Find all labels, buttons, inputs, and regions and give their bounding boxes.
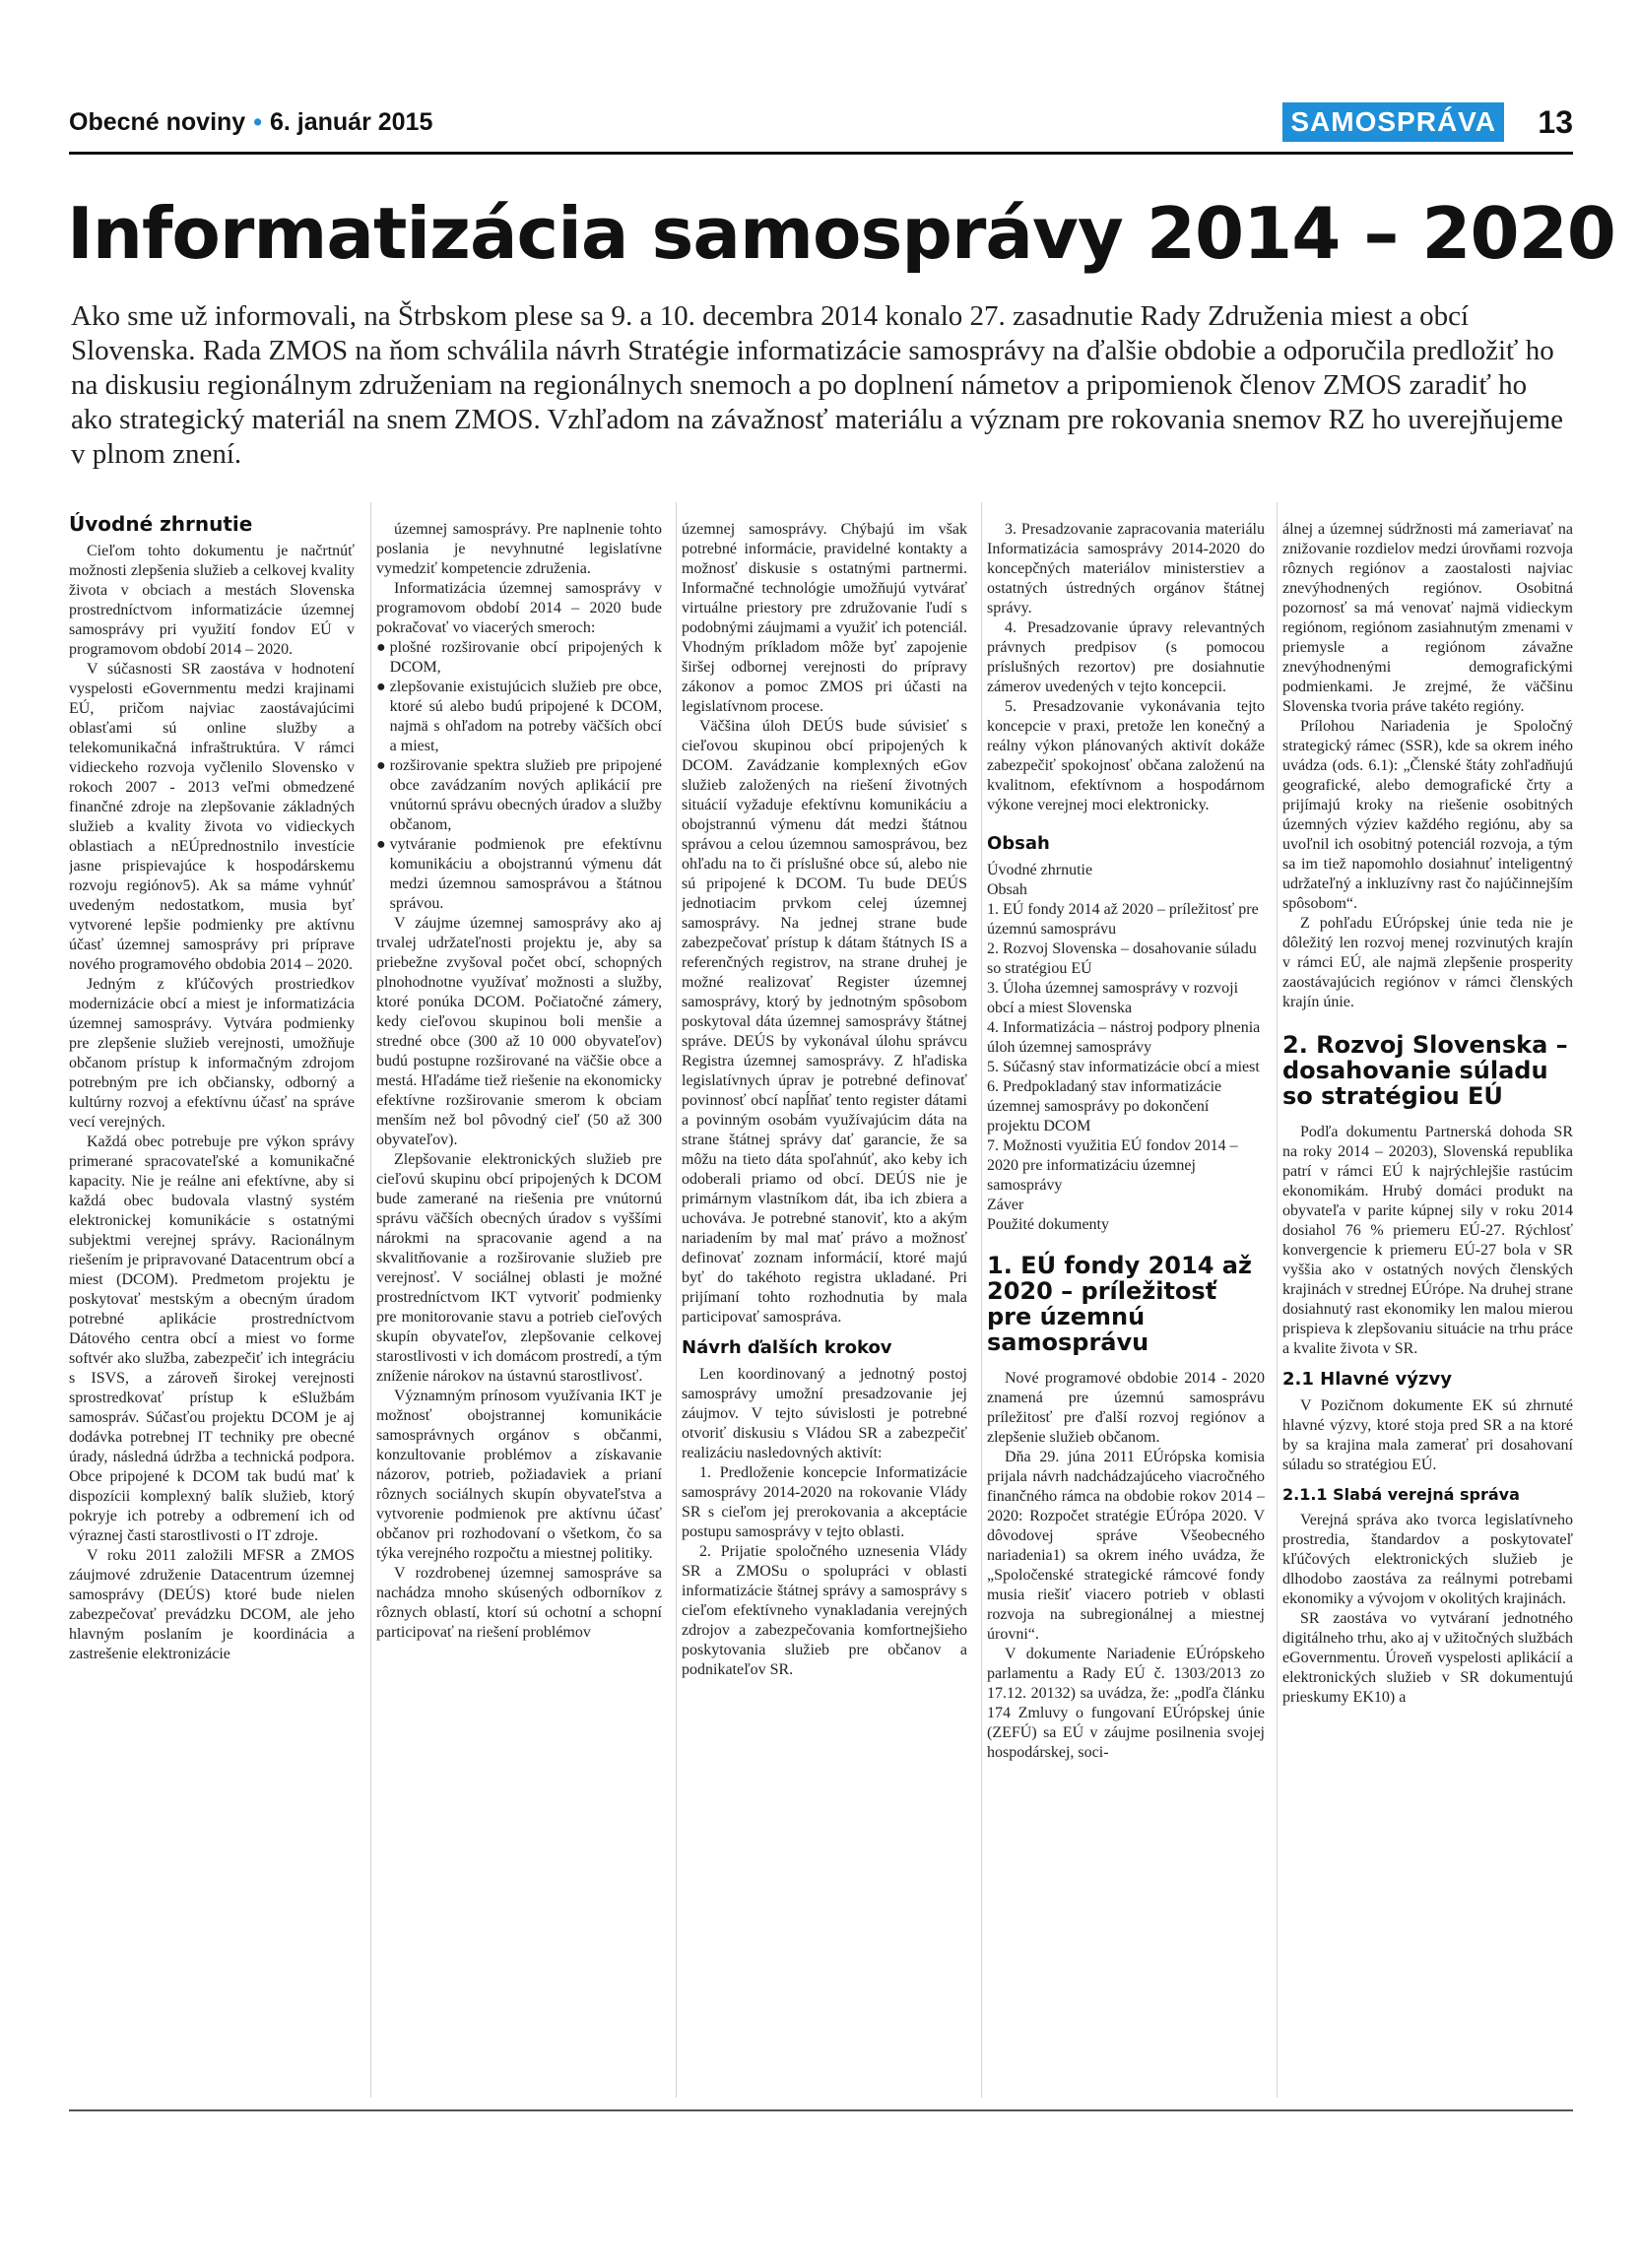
paragraph: územnej samosprávy. Chýbajú im však potrebné informácie, pravidelné kontakty a možnosť diskusie s ostatnými partnermi. Informačné technológie umožňujú vytvárať virtuálne priestory pre združovanie ľudí s podobnými záujmami a využiť ich potenciál. Vhodným príkladom môže byť zapojenie širšej odbornej verejnosti do prípravy zákonov a pomoc ZMOS pri účasti na legislatívnom procese. <box>682 521 967 715</box>
section-heading: Návrh ďalších krokov <box>682 1337 892 1358</box>
toc-item: 2. Rozvoj Slovenska – dosahovanie súladu so stratégiou EÚ <box>987 940 1257 977</box>
masthead-left <box>69 108 432 137</box>
paragraph: V Pozičnom dokumente EK sú zhrnuté hlavné výzvy, ktoré stoja pred SR a na ktoré by sa krajina mala zamerať pri dosahovaní súladu so stratégiou EÚ. <box>1282 1397 1573 1473</box>
subsection-heading: 2.1.1 Slabá verejná správa <box>1282 1485 1520 1504</box>
paragraph: Cieľom tohto dokumentu je načrtnúť možnosti zlepšenia služieb a celkovej kvality života v obciach a mestách Slovenska prostredníctvom informatizácie územnej samosprávy pri využití fondov EÚ v programovom období 2014 – 2020. <box>69 543 355 658</box>
paragraph: Nové programové obdobie 2014 - 2020 znamená pre územnú samosprávu príležitosť pre ďalší rozvoj regiónov a zlepšenie služieb občanom. <box>987 1370 1265 1446</box>
bullet-icon: ● <box>376 757 386 774</box>
paragraph: 1. Predloženie koncepcie Informatizácie samosprávy 2014-2020 na rokovanie Vlády SR s cieľom jej prerokovania a akceptácie postupu samosprávy v tejto oblasti. <box>682 1464 967 1540</box>
masthead <box>69 102 1573 148</box>
column-separator <box>1277 502 1278 2098</box>
paragraph: V dokumente Nariadenie EÚrópskeho parlamentu a Rady EÚ č. 1303/2013 zo 17.12. 20132) sa uvádza, že: „podľa článku 174 Zmluvy o fungovaní EÚrópskej únie (ZEFÚ) sa EÚ v záujme posilnenia svojej hospodárskej, soci- <box>987 1646 1265 1761</box>
toc-item: Obsah <box>987 881 1027 898</box>
section-label: SAMOSPRÁVA <box>1282 102 1504 142</box>
article-title: Informatizácia samosprávy 2014 – 2020 <box>67 192 1615 275</box>
paragraph: 4. Presadzovanie úpravy relevantných právnych predpisov (s pomocou príslušných rezortov) pre dosiahnutie zámerov uvedených v tejto koncepcii. <box>987 619 1265 695</box>
section-heading: 1. EÚ fondy 2014 až 2020 – príležitosť pre územnú samosprávu <box>987 1252 1252 1356</box>
toc-item: 1. EÚ fondy 2014 až 2020 – príležitosť pre územnú samosprávu <box>987 901 1259 938</box>
bullet-item: ● vytváranie podmienok pre efektívnu komunikáciu a obojstrannú výmenu dát medzi územnou samosprávou a štátnou správou. <box>376 836 662 912</box>
page-number: 13 <box>1538 104 1573 140</box>
paragraph: V záujme územnej samosprávy ako aj trvalej udržateľnosti projektu je, aby sa priebežne zvyšoval počet obcí, schopných plnohodnotne využívať možnosti a služby, ktoré ponúka DCOM. Počiatočné zámery, kedy cieľovou skupinou boli menšie a stredné obce (300 až 10 000 obyvateľov) budú postupne rozširované na väčšie obce a mestá. Hľadáme tiež riešenie na ekonomicky efektívne rozširovanie smerom k obciam menším než bol pôvodný cieľ (50 až 300 obyvateľov). <box>376 915 662 1148</box>
toc-heading: Obsah <box>987 833 1050 854</box>
toc-item: Použité dokumenty <box>987 1216 1109 1233</box>
paragraph: Každá obec potrebuje pre výkon správy primerané spracovateľské a komunikačné kapacity. Nie je reálne ani efektívne, aby si každá obec budovala vlastný systém elektronickej komunikácie s ostatnými subjektmi verejnej správy. Racionálnym riešením je pripravované Datacentrum obcí a miest (DCOM). Predmetom projektu je poskytovať mestským a obecným úradom potrebné aplikácie prostredníctvom Dátového centra obcí a miest vo forme softvér ako služba, zabezpečiť ich integráciu s ISVS, a zároveň širokej verejnosti sprostredkovať prístup k eSlužbám samospráv. Súčasťou projektu DCOM je aj dodávka potrebnej IT techniky pre obecné úrady, následná údržba a technická podpora. Obce pripojené k DCOM tak budú mať k dispozícii komplexný balík služieb, ktorý pokryje ich potreby a odbremení ich od výraznej časti starostlivosti o IT zdroje. <box>69 1134 355 1544</box>
toc-item: 5. Súčasný stav informatizácie obcí a miest <box>987 1059 1260 1075</box>
column-2 <box>376 520 662 2096</box>
column-separator <box>676 502 677 2098</box>
column-5 <box>1282 520 1573 2096</box>
paragraph: Dňa 29. júna 2011 EÚrópska komisia prijala návrh nadchádzajúceho viacročného finančného rámca na obdobie rokov 2014 – 2020: Rozpočet stratégie EÚrópa 2020. V dôvodovej správe Všeobecného nariadenia1) sa okrem iného uvádza, že „Spoločenské strategické rámcové fondy musia riešiť viacero potrieb v oblasti rozvoja na subregionálnej a miestnej úrovni“. <box>987 1449 1265 1643</box>
bullet-item: ● zlepšovanie existujúcich služieb pre obce, ktoré sú alebo budú pripojené k DCOM, najmä s ohľadom na potreby väčších obcí a miest, <box>376 679 662 754</box>
bullet-icon: ● <box>376 679 386 695</box>
paragraph: álnej a územnej súdržnosti má zameriavať na znižovanie rozdielov medzi úrovňami rozvoja rôznych regiónov a zaostalosti najviac znevýhodnených regiónov. Osobitná pozornosť sa má venovať najmä vidieckym regiónom, regiónom zasiahnutým zmenami v priemysle a regiónom závažne znevýhodnenými demografickými podmienkami. Je zrejmé, že väčšinu Slovenska tvoria práve takéto regióny. <box>1282 521 1573 715</box>
paper-name: Obecné noviny <box>69 108 246 136</box>
paragraph: V roku 2011 založili MFSR a ZMOS záujmové združenie Datacentrum územnej samosprávy (DEÚS) ktoré bude nielen zabezpečovať prevádzku DCOM, ale jeho hlavným poslaním je koordinácia a zastrešenie elektronizácie <box>69 1547 355 1662</box>
paragraph: územnej samosprávy. Pre naplnenie tohto poslania je nevyhnutné legislatívne vymedziť kompetencie združenia. <box>376 521 662 577</box>
paragraph: SR zaostáva vo vytváraní jednotného digitálneho trhu, ako aj v užitočných službách eGovernmentu. Úroveň vyspelosti aplikácií a elektronických služieb v SR dokumentujú prieskumy EK10) a <box>1282 1610 1573 1706</box>
issue-date: 6. január 2015 <box>269 108 433 136</box>
table-of-contents <box>987 861 1265 1235</box>
bullet-icon: ● <box>376 836 386 853</box>
toc-item: 4. Informatizácia – nástroj podpory plnenia úloh územnej samosprávy <box>987 1019 1261 1056</box>
paragraph: 5. Presadzovanie vykonávania tejto koncepcie v praxi, pretože len konečný a reálny výkon plánovaných aktivít dokáže zabezpečiť spokojnosť občana založenú na kvalitnom, efektívnom a hospodárnom výkone verejnej moci elektronicky. <box>987 698 1265 813</box>
paragraph: Podľa dokumentu Partnerská dohoda SR na roky 2014 – 20203), Slovenská republika patrí v rámci EÚ k najrýchlejšie rastúcim ekonomikám. Hrubý domáci produkt na obyvateľa v parite kúpnej sily v roku 2014 dosiahol 76 % priemeru EÚ-27. Rýchlosť konvergencie k priemeru EÚ-27 bola v SR vyššia ako v ostatných nových členských krajinách v strednej EÚrópe. Na druhej strane dosiahnutý rast ekonomiky len malou mierou prispieva k zlepšovaniu situácie na trhu práce a kvalite života v SR. <box>1282 1124 1573 1357</box>
paragraph: Jedným z kľúčových prostriedkov modernizácie obcí a miest je informatizácia územnej samosprávy. Vytvára podmienky pre zlepšenie služieb verejnosti, umožňuje občanom prístup k informačným zdrojom potrebným pre ich občiansky, odborný a kultúrny rozvoj a efektívnu účasť na správe vecí verejných. <box>69 976 355 1131</box>
article-lead: Ako sme už informovali, na Štrbskom plese sa 9. a 10. decembra 2014 konalo 27. zasadnutie Rady Združenia miest a obcí Slovenska. Rada ZMOS na ňom schválila návrh Stratégie informatizácie samosprávy na ďalšie obdobie a odporučila predložiť ho na diskusiu regionálnym združeniam na regionálnych snemoch a po doplnení námetov a pripomienok členov ZMOS zaradiť ho ako strategický materiál na snem ZMOS. Vzhľadom na závažnosť materiálu a význam pre rokovania snemov RZ ho uverejňujeme v plnom znení. <box>71 300 1564 470</box>
paragraph: Významným prínosom využívania IKT je možnosť obojstrannej komunikácie samosprávnych orgánov s občanmi, konzultovanie problémov a získavanie názorov, potrieb, požiadaviek a prianí rôznych sociálnych skupín obyvateľstva a vytvorenie podmienok pre aktívnu účasť občanov pri rozhodovaní o všetkom, čo sa týka verejného rozpočtu a miestnej politiky. <box>376 1388 662 1562</box>
column-4 <box>987 520 1265 2096</box>
column-separator <box>370 502 371 2098</box>
paragraph: Len koordinovaný a jednotný postoj samosprávy umožní presadzovanie jej záujmov. V tejto súvislosti je potrebné otvoriť diskusiu s Vládou SR a zabezpečiť realizáciu nasledovných aktivít: <box>682 1366 967 1461</box>
bullet-item: ● rozširovanie spektra služieb pre pripojené obce zavádzaním nových aplikácií pre vnútornú správu obecných úradov a služby občanom, <box>376 757 662 833</box>
toc-item: 6. Predpokladaný stav informatizácie územnej samosprávy po dokončení projektu DCOM <box>987 1078 1222 1134</box>
section-heading: 2. Rozvoj Slovenska – dosahovanie súladu so stratégiou EÚ <box>1282 1031 1568 1110</box>
top-rule <box>69 152 1573 155</box>
paragraph: Prílohou Nariadenia je Spoločný strategický rámec (SSR), kde sa okrem iného uvádza (ods. 6.1): „Členské štáty zohľadňujú geografické, alebo demografické črty a prijímajú kroky na riešenie osobitných územných výziev každého regiónu, aby sa uvoľnil ich osobitný potenciál rozvoja, a tým sa im tiež napomohlo dosiahnuť inteligentný udržateľný a inkluzívny rast čo najúčinnejším spôsobom“. <box>1282 718 1573 912</box>
section-heading: Úvodné zhrnutie <box>69 512 253 536</box>
paragraph: Zlepšovanie elektronických služieb pre cieľovú skupinu obcí pripojených k DCOM bude zamerané na riešenia pre vnútornú správu väčších obecných úradov s vyššími nárokmi na spracovanie agend a na skvalitňovanie a rozširovanie služieb pre verejnosť. V sociálnej oblasti je možné prostredníctvom IKT vytvoriť podmienky pre monitorovanie stavu a potrieb cieľových skupín obyvateľov, zlepšovanie celkovej starostlivosti v ich domácom prostredí, a tým zníženie nárokov na ústavnú starostlivosť. <box>376 1151 662 1385</box>
paragraph: Väčšina úloh DEÚS bude súvisieť s cieľovou skupinou obcí pripojených k DCOM. Zavádzanie komplexných eGov služieb založených na riešení životných situácií vyžaduje efektívnu komunikáciu a obojstrannú výmenu dát medzi štátnou správou a celou územnou samosprávou, bez ohľadu na to či príslušné obce sú, alebo nie sú pripojené k DCOM. Tu bude DEÚS jednotiacim prvkom celej územnej samosprávy. Na jednej strane bude zabezpečovať prístup k dátam štátnych IS a referenčných registrov, na strane druhej je možné realizovať Register územnej samosprávy, ktorý by jednotným spôsobom poskytoval dáta územnej samosprávy štátnej správe. DEÚS by vykonával úlohu správcu Registra územnej samosprávy. Z hľadiska legislatívnych úprav je potrebné definovať povinnosť obcí napĺňať tento register dátami a povinným osobám využívajúcim dáta na strane štátnej správy dať garancie, že sa môžu na tieto dáta spoľahnúť, ako keby ich odoberali priamo od obcí. DEÚS nie je primárnym vlastníkom dát, iba ich zbiera a uchováva. Je potrebné stanoviť, kto a akým nariadením by mal mať právo a možnosť definovať zoznam informácií, ktoré majú byť do takéhoto registra ukladané. Pri prijímaní tohto rozhodnutia by mala participovať samospráva. <box>682 718 967 1326</box>
bullet-item: ● plošné rozširovanie obcí pripojených k DCOM, <box>376 639 662 676</box>
toc-item: Úvodné zhrnutie <box>987 862 1093 878</box>
paragraph: Informatizácia územnej samosprávy v programovom období 2014 – 2020 bude pokračovať vo viacerých smeroch: <box>376 580 662 636</box>
paragraph: Verejná správa ako tvorca legislatívneho prostredia, štandardov a poskytovateľ kľúčových elektronických služieb je dlhodobo zaostáva za reálnymi potrebami ekonomiky a vývojom v okolitých krajinách. <box>1282 1512 1573 1607</box>
toc-item: Záver <box>987 1197 1024 1213</box>
paragraph: 3. Presadzovanie zapracovania materiálu Informatizácia samosprávy 2014-2020 do koncepčných materiálov ministerstiev a ostatných ústredných orgánov štátnej správy. <box>987 521 1265 616</box>
toc-item: 3. Úloha územnej samosprávy v rozvoji obcí a miest Slovenska <box>987 980 1239 1016</box>
bottom-rule <box>69 2109 1573 2111</box>
paragraph: V rozdrobenej územnej samospráve sa nachádza mnoho skúsených odborníkov z rôznych oblastí, ktorí sú ochotní a schopní participovať na riešení problémov <box>376 1565 662 1641</box>
toc-item: 7. Možnosti využitia EÚ fondov 2014 – 2020 pre informatizáciu územnej samosprávy <box>987 1137 1238 1194</box>
subsection-heading: 2.1 Hlavné výzvy <box>1282 1369 1452 1390</box>
separator-dot: • <box>253 108 262 136</box>
column-3 <box>682 520 967 2096</box>
paragraph: 2. Prijatie spoločného uznesenia Vlády SR a ZMOSu o spolupráci v oblasti informatizácie štátnej správy a samosprávy s cieľom efektívneho vynakladania verejných zdrojov a zabezpečovania komfortnejšieho poskytovania služieb pre občanov a podnikateľov SR. <box>682 1543 967 1678</box>
column-separator <box>981 502 982 2098</box>
column-1 <box>69 512 355 2088</box>
paragraph: Z pohľadu EÚrópskej únie teda nie je dôležitý len rozvoj menej rozvinutých krajín v rámci EÚ, ale najmä zlepšenie prosperity zaostávajúcich regiónov v rámci členských krajín únie. <box>1282 915 1573 1010</box>
paragraph: V súčasnosti SR zaostáva v hodnotení vyspelosti eGovernmentu medzi krajinami EÚ, pričom najviac zaostávajúcimi oblasťami sú online služby a telekomunikačná infraštruktúra. V rámci vidieckeho rozvoja vyčlenilo Slovensko v rokoch 2007 - 2013 veľmi obmedzené finančné zdroje na zlepšovanie základných služieb a kvality života vo vidieckych oblastiach a nEÚprednostnilo investície jasne prispievajúce k hospodárskemu rozvoju regiónov5). Ak sa máme vyhnúť uvedeným nedostatkom, musia byť vytvorené lepšie podmienky pre aktívnu účasť územnej samosprávy pri príprave nového programového obdobia 2014 – 2020. <box>69 661 355 973</box>
bullet-icon: ● <box>376 639 386 656</box>
